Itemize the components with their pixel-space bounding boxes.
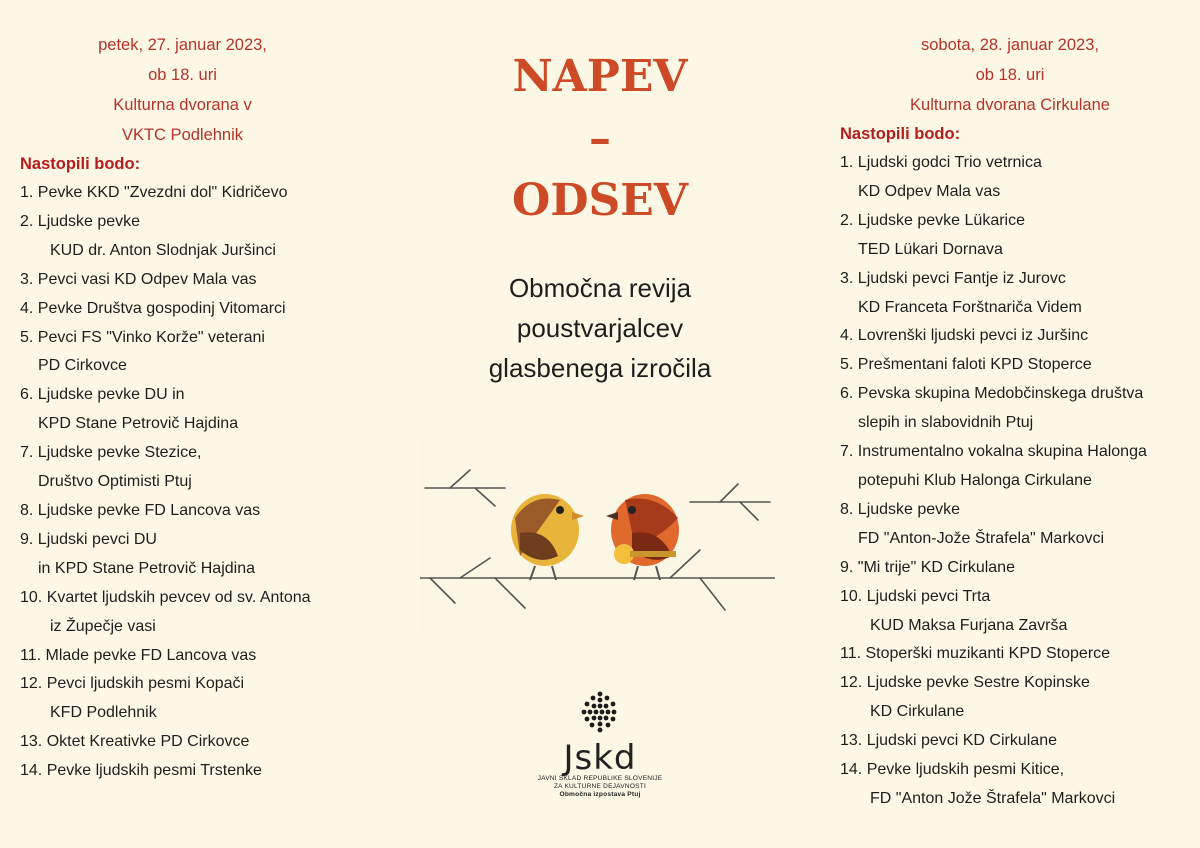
performer-list-item: 9. "Mi trije" KD Cirkulane xyxy=(840,558,1015,576)
performer-list-item: KUD Maksa Furjana Završa xyxy=(870,616,1068,634)
performer-list-item: 14. Pevke ljudskih pesmi Trstenke xyxy=(20,762,262,780)
performer-list-item: iz Župečje vasi xyxy=(50,617,156,635)
subtitle-line3: glasbenega izročila xyxy=(488,353,712,383)
performer-list-item: KFD Podlehnik xyxy=(50,704,157,722)
performer-list-item: in KPD Stane Petrovič Hajdina xyxy=(38,559,255,577)
performer-list-item: 11. Mlade pevke FD Lancova vas xyxy=(20,646,257,664)
performer-list-item: 3. Pevci vasi KD Odpev Mala vas xyxy=(20,270,257,288)
performer-list-item: 8. Ljudske pevke FD Lancova vas xyxy=(20,501,261,519)
performer-list-item: KD Odpev Mala vas xyxy=(858,182,1001,200)
left-performers-list xyxy=(0,179,400,786)
performer-list-item: 7. Ljudske pevke Stezice, xyxy=(20,444,202,462)
performer-list-item: 6. Ljudske pevke DU in xyxy=(20,386,185,404)
performer-list-item: 10. Kvartet ljudskih pevcev od sv. Antona xyxy=(20,588,311,606)
right-performers-list xyxy=(820,149,1200,814)
performer-list-item: 13. Oktet Kreativke PD Cirkovce xyxy=(20,733,250,751)
performer-list-item: KPD Stane Petrovič Hajdina xyxy=(38,415,239,433)
performer-list-item: 4. Lovrenški ljudski pevci iz Juršinc xyxy=(840,327,1089,345)
right-venue: Kulturna dvorana Cirkulane xyxy=(910,96,1110,114)
performer-list-item: 1. Pevke KKD "Zvezdni dol" Kidričevo xyxy=(20,184,288,201)
left-date: petek, 27. januar 2023, xyxy=(98,36,267,54)
performer-list-item: TED Lükari Dornava xyxy=(858,240,1003,258)
left-performers-heading: Nastopili bodo: xyxy=(20,155,141,173)
jskd-line1: JAVNI SKLAD REPUBLIKE SLOVENIJE xyxy=(537,775,663,782)
title-napev: NAPEV xyxy=(512,51,688,102)
title-dash: – xyxy=(589,113,611,164)
center-column xyxy=(420,0,780,388)
birds-illustration xyxy=(420,438,775,638)
right-column xyxy=(820,0,1200,814)
title-odsev: ODSEV xyxy=(512,175,688,226)
jskd-dot-grid-icon xyxy=(578,690,622,734)
performer-list-item: slepih in slabovidnih Ptuj xyxy=(858,414,1034,432)
right-event-header xyxy=(820,0,1200,120)
subtitle-line2: poustvarjalcev xyxy=(516,313,684,343)
performer-list-item: 13. Ljudski pevci KD Cirkulane xyxy=(840,732,1057,750)
performer-list-item: potepuhi Klub Halonga Cirkulane xyxy=(858,471,1092,489)
right-time: ob 18. uri xyxy=(975,66,1045,84)
performer-list-item: KD Franceta Forštnariča Videm xyxy=(858,298,1082,316)
performer-list-item: 9. Ljudski pevci DU xyxy=(20,530,157,548)
performer-list-item: KD Cirkulane xyxy=(870,703,965,721)
performer-list-item: 3. Ljudski pevci Fantje iz Jurovc xyxy=(840,269,1066,287)
left-event-header xyxy=(0,0,365,150)
right-date: sobota, 28. januar 2023, xyxy=(921,36,1099,54)
performer-list-item: 5. Pevci FS "Vinko Korže" veterani xyxy=(20,328,265,346)
performer-list-item: 4. Pevke Društva gospodinj Vitomarci xyxy=(20,299,286,317)
subtitle-line1: Območna revija xyxy=(508,273,692,303)
performer-list-item: KUD dr. Anton Slodnjak Juršinci xyxy=(50,241,276,259)
right-performers-heading: Nastopili bodo: xyxy=(840,125,961,143)
performer-list-item: 6. Pevska skupina Medobčinskega društva xyxy=(840,385,1144,403)
performer-list-item: 1. Ljudski godci Trio vetrnica xyxy=(840,154,1042,171)
performer-list-item: 7. Instrumentalno vokalna skupina Halonga xyxy=(840,443,1147,461)
performer-list-item: 2. Ljudske pevke Lükarice xyxy=(840,211,1025,229)
performer-list-item: 5. Prešmentani faloti KPD Stoperce xyxy=(840,356,1092,374)
left-column xyxy=(0,0,400,786)
performer-list-item: 11. Stoperški muzikanti KPD Stoperce xyxy=(840,645,1111,663)
left-venue-line1: Kulturna dvorana v xyxy=(113,96,252,114)
subtitle xyxy=(420,268,780,388)
jskd-line2: ZA KULTURNE DEJAVNOSTI xyxy=(553,783,647,790)
performer-list-item: PD Cirkovce xyxy=(38,357,127,375)
performer-list-item: Društvo Optimisti Ptuj xyxy=(38,473,192,491)
performer-list-item: 8. Ljudske pevke xyxy=(840,500,961,518)
left-time: ob 18. uri xyxy=(148,66,217,84)
jskd-wordmark: Jskd xyxy=(563,738,637,778)
performer-list-item: 12. Pevci ljudskih pesmi Kopači xyxy=(20,675,245,693)
performer-list-item: FD "Anton Jože Štrafela" Markovci xyxy=(870,789,1116,807)
performer-list-item: 10. Ljudski pevci Trta xyxy=(840,587,991,605)
performer-list-item: FD "Anton-Jože Štrafela" Markovci xyxy=(858,529,1105,547)
performer-list-item: 2. Ljudske pevke xyxy=(20,212,141,230)
jskd-logo xyxy=(520,690,680,820)
jskd-line3: Območna izpostava Ptuj xyxy=(559,791,641,798)
performer-list-item: 12. Ljudske pevke Sestre Kopinske xyxy=(840,674,1090,692)
left-venue-line2: VKTC Podlehnik xyxy=(121,126,244,144)
performer-list-item: 14. Pevke ljudskih pesmi Kitice, xyxy=(840,761,1065,779)
